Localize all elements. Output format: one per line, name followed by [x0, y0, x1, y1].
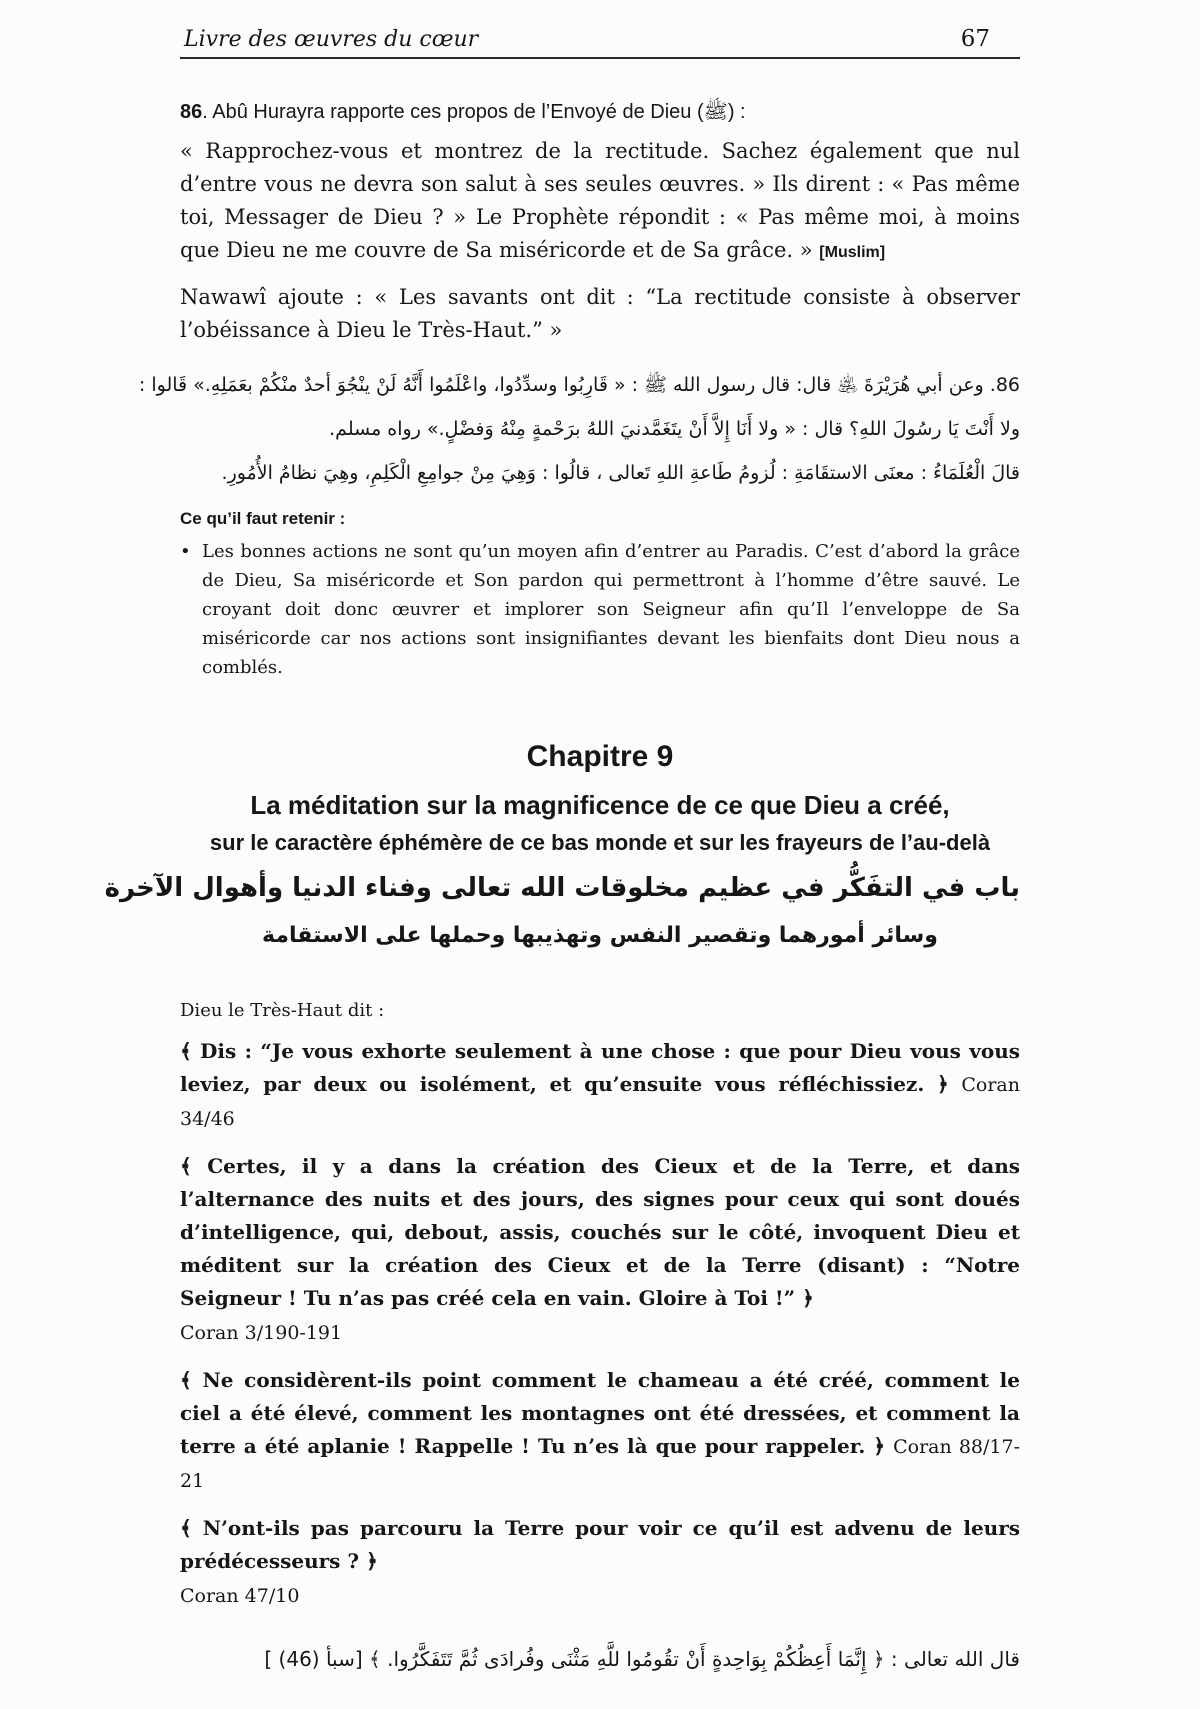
- header-rule: [180, 57, 1020, 59]
- page-number: 67: [960, 26, 990, 52]
- chapter-arabic-subtitle: وسائر أمورهما وتقصير النفس وتهذيبها وحملها على الاستقامة: [262, 923, 938, 948]
- verse-3-text: ﴾ Ne considèrent-ils point comment le chameau a été créé, comment le ciel a été élevé, comment les montagnes ont été dressées, et comment la terre a été aplanie ! Rappelle ! Tu n’es là que pour rappeler. ﴿: [180, 1368, 1020, 1458]
- verse-1-text: ﴾ Dis : “Je vous exhorte seulement à une chose : que pour Dieu vous vous leviez, par deux ou isolément, et qu’ensuite vous réfléchissiez. ﴿: [180, 1039, 1020, 1096]
- hadith-intro: [180, 99, 1020, 128]
- chapter-title-line-1: La méditation sur la magnificence de ce que Dieu a créé,: [250, 790, 950, 820]
- verse-4-text: ﴾ N’ont-ils pas parcouru la Terre pour voir ce qu’il est advenu de leurs prédécesseurs ? ﴿: [180, 1516, 1020, 1573]
- verse-1-ref: Coran 34/46: [180, 1074, 1020, 1130]
- hadith-arabic-line-2: ولا أَنْتَ يَا رسُولَ اللهِ؟ قال : « ولا أَنَا إِلاَّ أَنْ يتَغَمَّدنيَ اللهُ برَحْمةٍ مِنْهُ وَفضْلٍ.» رواه مسلم.: [329, 418, 1020, 440]
- retenir-heading: Ce qu’il faut retenir :: [180, 509, 346, 528]
- verse-1: [180, 1035, 1020, 1136]
- hadith-arabic-block: [138, 363, 1020, 495]
- verses-intro: Dieu le Très-Haut dit :: [180, 1000, 385, 1021]
- verse-3: [180, 1364, 1020, 1498]
- verse-4: [180, 1512, 1020, 1613]
- chapter-arabic-title: باب في التفَكُّر في عظيم مخلوقات الله تعالى وفناء الدنيا وأهوال الآخرة: [104, 873, 1020, 903]
- chapter-number: Chapitre 9: [526, 740, 674, 773]
- verse-3-ref: Coran 88/17-21: [180, 1436, 1020, 1492]
- retenir-bullet-item: [180, 537, 1020, 682]
- book-title: Livre des œuvres du cœur: [184, 27, 479, 52]
- hadith-body: [180, 135, 1020, 269]
- chapter-title-line-2: sur le caractère éphémère de ce bas monde et sur les frayeurs de l’au-delà: [209, 830, 991, 855]
- verse-2-text: ﴾ Certes, il y a dans la création des Cieux et de la Terre, et dans l’alternance des nuits et des jours, des signes pour ceux qui sont doués d’intelligence, qui, debout, assis, couchés sur le côté, invoquent Dieu et méditent sur la création des Cieux et de la Terre (disant) : “Notre Seigneur ! Tu n’as pas créé cela en vain. Gloire à Toi !” ﴿: [180, 1154, 1020, 1310]
- hadith-arabic-line-3: قالَ الْعُلَمَاءُ : معنَى الاستقَامَةِ : لُزومُ طَاعةِ اللهِ تَعالى ، قالُوا : وَهِيَ مِنْ جوامِعِ الْكَلِمِ، وهِيَ نظامُ الأُمُورِ.: [221, 462, 1020, 484]
- hadith-number: 86: [180, 101, 203, 123]
- hadith-intro-text: . Abû Hurayra rapporte ces propos de l’Envoyé de Dieu (ﷺ) :: [202, 101, 746, 123]
- hadith-body-text: « Rapprochez-vous et montrez de la rectitude. Sachez également que nul d’entre vous ne devra son salut à ses seules œuvres. » Ils dirent : « Pas même toi, Messager de Dieu ? » Le Prophète répondit : « Pas même moi, à moins que Dieu ne me couvre de Sa miséricorde et de Sa grâce. »: [180, 139, 1020, 262]
- retenir-bullet-text: Les bonnes actions ne sont qu’un moyen afin d’entrer au Paradis. C’est d’abord la grâce de Dieu, Sa miséricorde et Son pardon qui permettront à l’homme d’être sauvé. Le croyant doit donc œuvrer et implorer son Seigneur afin qu’Il l’enveloppe de Sa miséricorde car nos actions sont insignifiantes devant les bienfaits dont Dieu nous a comblés.: [202, 541, 1020, 678]
- source-tag: [Muslim]: [819, 244, 886, 261]
- hadith-arabic-line-1: 86. وعن أبي هُرَيْرَةَ ﵁ قال: قال رسول الله ﷺ : « قَارِبُوا وسدِّدُوا، واعْلَمُوا أَنَّهُ لَنْ ينْجُوَ أحدٌ منْكُمْ بعَمَلِهِ.» قَالوا :: [138, 374, 1020, 396]
- verse-2-ref: Coran 3/190-191: [180, 1322, 343, 1344]
- chapter-heading: [104, 740, 1020, 954]
- verse-4-ref: Coran 47/10: [180, 1585, 300, 1607]
- bullet-icon: •: [180, 541, 191, 562]
- footer-arabic-verse: قال الله تعالى : ﴿ إِنَّمَا أَعِظُكُمْ بِوَاحِدةٍ أَنْ تقُومُوا للَّهِ مَثْنَى وفُرادَى ثُمَّ تَتَفَكَّرُوا. ﴾ [سبأ (46) ]: [264, 1647, 1020, 1671]
- verse-2: [180, 1150, 1020, 1350]
- nawawi-note: Nawawî ajoute : « Les savants ont dit : “La rectitude consiste à observer l’obéissance à Dieu le Très-Haut.” »: [180, 285, 1020, 342]
- running-header: [180, 26, 1020, 52]
